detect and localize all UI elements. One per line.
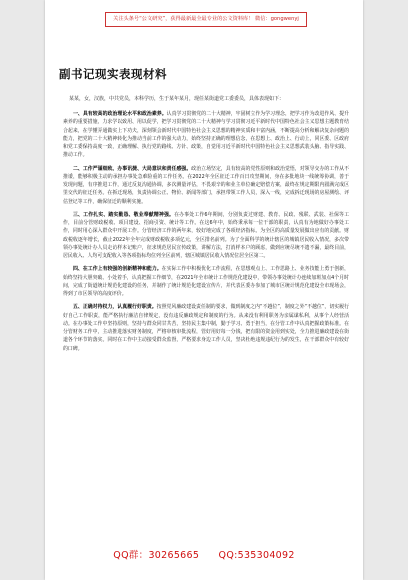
contact-footer (45, 547, 363, 561)
section-paragraph (63, 211, 349, 261)
section-text: 在办事处工作6年期间，分别负责过财建、教育、民政、残联、武装、社保等工作，目前分管财政税收、项目建设、招商引资、统计等工作。在这6年中，始终秉承每一位干部的职责，认真有为地做好办事处工作，同时用心深入群众中开展工作。分管经济工作的两年来，较好地完成了各项经济指标。为全区的高质量发展做出应有的贡献。财政税收逐年增长，截止2022年全年完成财政税收多项亿元，全区排名前列。为了全面科学的统计辖区的城镇居民收入情况，多次带领办事处统计办人员走访样本记账户，征求规范居民宣传政策，讲解方法，打消样本户的顾虑，做到应统尽统不遗不漏，最终目前，居民收入、人均可支配收入等各项指标均位列全区前列，辖区城镇居民收入情况位居全区第二。 (63, 211, 349, 259)
section-heading: 三、工作扎实、踏实勤恳、敬业奉献精神强。 (73, 211, 175, 218)
section-heading: 四、在工作上有较强的创新精神和能力。 (73, 266, 162, 273)
section-text: 按照党风廉政建设责任制的要求，做到制度之内“不越位”，制度之外“不越位”，切实履行好自己工作职责，能严格执行廉洁自律规定，没有违反廉政规定和制度的行为。从来没有利用职务为亲属谋私利，从事个人经营活动。在办事处工作中坚持原则，坚持与群众同甘共苦，坚持民主集中制，勤于学习、勇于担当，在分管工作中认真把握政策标准。在分管财务工作中，主动推进落实财务制度，严格审核审批流程，管好用好每一分钱，把有限的资金用到实处，全力推进廉政建设在街道各个环节的落实。同时在工作中主动接受群众监督，严格要求身边工作人员，坚决杜绝违规违纪行为的发生，在干部群众中有较好的口碑。 (63, 304, 349, 352)
section-heading: 二、工作严谨细致、办事讯捷、大局意识和责任感强。 (73, 165, 192, 172)
section-text: 认真学习贯彻党的二十大精神，牢固树立作为学习理念，把学习作为改进作风、提升素养的重要措施，力求学以致用、用以促学，把学习贯彻党的二十大精神与学习贯彻习近平新时代中国特色社会主义思想主题教育结合起来，在学懂弄通做实上下功夫，深刻领会新时代中国特色社会主义思想的精神实质和丰富内涵，不断提高分析和解决复杂问题的能力，把党的二十大精神转化为推动当前工作的强大动力，始终坚持正确的理想信念，在思想上、政治上、行动上，同区委、区政府和党工委保持高度一致，正确理解、执行党的路线、方针、政策，自觉用习近平新时代中国特色社会主义思想武装头脑、指导实践、推动工作。 (63, 111, 349, 159)
section-paragraph (63, 303, 349, 353)
document-title: 副书记现实表现材料 (59, 67, 167, 81)
section-paragraph (63, 265, 349, 298)
document-body (63, 110, 349, 358)
section-paragraph (63, 110, 349, 160)
author-intro: 某某，女，汉族，中共党员，本科学历，生于某年某月，现任某街道党工委委员，具体表现如下： (69, 96, 285, 102)
section-text: 政治立场坚定，具有较高的党性原则和政治觉悟，对领导交办的工作从不推诿，能够积极主动的承担办事处急难险重的工作任务。在2022年全区征迁工作百日攻坚期间，身在多批地块一线统筹协调，善于发现问题，有序推进工作，通过反复沟通协调，多次测量评估，不畏艰辛的和业主单位确定赔偿方案，最终在规定期限内圆满完成区里交代的征迁任务。在拆迁现场，负责协调公正、物价、新闻等部门，承担带领工作人员，深入一线，完成拆迁现场的房屋测绘、评估登记等工作，确保征迁的顺利实施。 (63, 165, 349, 205)
promo-banner[interactable]: 关注头条号“公文研究”，获得最新最全最专业的公文资料库！ 微信：gongwenyj (105, 12, 307, 27)
qq-number-text: QQ:535304092 (218, 550, 295, 561)
section-paragraph (63, 165, 349, 206)
document-page (45, 0, 363, 580)
section-heading: 五、正确对待权力，认真履行好职责。 (73, 304, 157, 311)
section-text: 在实际工作中积极优化工作流程，在思想观点上、工作思路上、业务技能上勇于创新，始终坚持大胆突破、小处着手，认真把握工作细节，在2021年全市统计工作规范化建设中，带领办事处统计办连续加班加点4个月时间，完成了街道统计规范化建设的任务，并制作了统计规范化建设宣传片，并代表区委办参加了城市区统计规范化建设全市现场会，得到了市区领导的高度评价。 (63, 266, 349, 297)
section-heading: 一、具有较高的政治理论水平和政治素养。 (73, 111, 167, 117)
qq-group-text: QQ群：30265665 (113, 550, 200, 561)
